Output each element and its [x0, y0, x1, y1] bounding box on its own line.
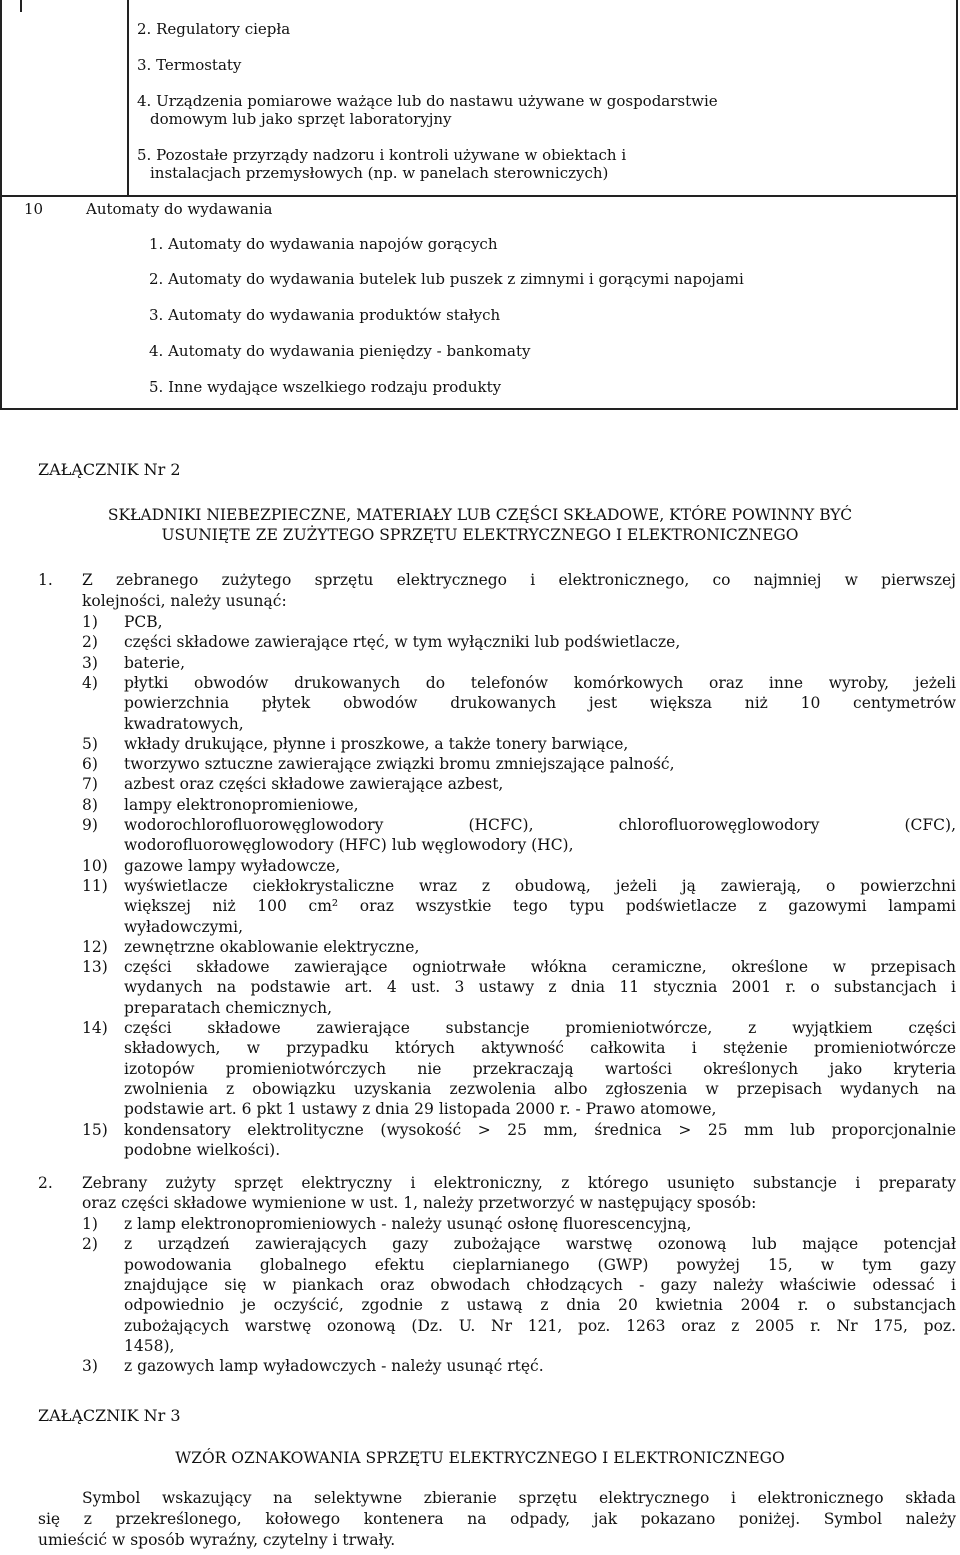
table-row: 1. Automaty do wydawania napojów gorących	[149, 235, 498, 253]
list-item-text: znajdujące się w piankach oraz obwodach chłodzących - gazy należy właściwie odessać i	[124, 1275, 956, 1294]
category-label: Automaty do wydawania	[86, 200, 273, 218]
list-item-text: wydanych na podstawie art. 4 ust. 3 ustawy z dnia 11 stycznia 2001 r. o substancjach i	[124, 978, 956, 997]
list-item-number: 15)	[82, 1120, 108, 1139]
list-item-number: 5)	[82, 734, 98, 753]
list-item-number: 14)	[82, 1019, 108, 1037]
paragraph-number: 1.	[38, 571, 53, 589]
list-item-number: 1)	[82, 613, 98, 631]
list-item-number: 2)	[82, 633, 98, 652]
list-item-text: kondensatory elektrolityczne (wysokość > 25 mm, średnica > 25 mm lub proporcjonalnie	[124, 1120, 956, 1139]
list-item-text: podobne wielkości).	[124, 1140, 281, 1159]
table-row: 3. Termostaty	[137, 56, 242, 74]
annex2-title-line1: SKŁADNIKI NIEBEZPIECZNE, MATERIAŁY LUB CZĘŚCI SKŁADOWE, KTÓRE POWINNY BYĆ	[107, 506, 853, 524]
list-item-number: 7)	[82, 775, 98, 794]
paragraph-text: Symbol wskazujący na selektywne zbieranie sprzętu elektrycznego i elektronicznego składa	[82, 1489, 956, 1507]
table-row: 5. Pozostałe przyrządy nadzoru i kontroli używane w obiektach i	[137, 146, 627, 164]
table-divider	[20, 0, 22, 12]
list-item-text: wyświetlacze ciekłokrystaliczne wraz z obudową, jeżeli ją zawierają, o powierzchni	[124, 876, 956, 895]
list-item-text: lampy elektronopromieniowe,	[124, 795, 359, 814]
equipment-table	[0, 0, 958, 410]
table-row: 4. Automaty do wydawania pieniędzy - bankomaty	[149, 342, 531, 360]
list-item-number: 8)	[82, 795, 98, 814]
list-item-number: 12)	[82, 937, 108, 956]
list-item-text: powierzchnia płytek obwodów drukowanych jest większa niż 10 centymetrów	[124, 694, 956, 713]
table-row: 5. Inne wydające wszelkiego rodzaju produkty	[149, 378, 502, 396]
list-item-text: powodowania globalnego efektu cieplarnianego (GWP) powyżej 15, w tym gazy	[124, 1255, 956, 1274]
list-item-text: azbest oraz części składowe zawierające azbest,	[124, 775, 504, 794]
list-item-text: wyładowczymi,	[124, 917, 243, 936]
list-item-text: większej niż 100 cm² oraz wszystkie tego typu podświetlacze z gazowymi lampami	[124, 897, 956, 916]
list-item-text: baterie,	[124, 653, 186, 672]
paragraph-text: umieścić w sposób wyraźny, czytelny i trwały.	[38, 1531, 396, 1549]
list-item-text: zwolnienia z obowiązku uzyskania zezwolenia albo zgłoszenia w przepisach wydanych na	[124, 1079, 956, 1098]
paragraph-number: 2.	[38, 1174, 53, 1192]
annex3-heading: ZAŁĄCZNIK Nr 3	[38, 1406, 181, 1425]
list-item-text: 1458),	[124, 1336, 175, 1355]
list-item-number: 9)	[82, 816, 98, 834]
list-item-text: z lamp elektronopromieniowych - należy usunąć osłonę fluorescencyjną,	[124, 1215, 692, 1233]
paragraph-text: się z przekreślonego, kołowego kontenera na odpady, jak pokazano poniżej. Symbol należy	[38, 1510, 956, 1528]
list-item-number: 3)	[82, 653, 98, 672]
annex2-heading: ZAŁĄCZNIK Nr 2	[38, 460, 181, 479]
list-item-text: podstawie art. 6 pkt 1 ustawy z dnia 29 listopada 2000 r. - Prawo atomowe,	[124, 1100, 717, 1119]
list-item-text: wodorofluorowęglowodory (HFC) lub węglowodory (HC),	[124, 836, 574, 855]
annex2-title-line2: USUNIĘTE ZE ZUŻYTEGO SPRZĘTU ELEKTRYCZNEGO I ELEKTRONICZNEGO	[161, 526, 799, 544]
list-item-text: gazowe lampy wyładowcze,	[124, 856, 341, 875]
list-item-number: 2)	[82, 1235, 98, 1254]
list-item-number: 13)	[82, 958, 108, 977]
list-item-text: preparatach chemicznych,	[124, 998, 333, 1017]
list-item-text: z gazowych lamp wyładowczych - należy usunąć rtęć.	[124, 1357, 544, 1376]
list-item-number: 1)	[82, 1215, 98, 1233]
list-item-number: 11)	[82, 876, 108, 895]
list-item-text: części składowe zawierające substancje promieniotwórcze, z wyjątkiem części	[124, 1019, 956, 1037]
list-item-text: tworzywo sztuczne zawierające związki bromu zmniejszające palność,	[124, 755, 675, 774]
paragraph-text: kolejności, należy usunąć:	[82, 592, 287, 610]
table-row: 4. Urządzenia pomiarowe ważące lub do nastawu używane w gospodarstwie	[137, 92, 718, 110]
list-item-text: kwadratowych,	[124, 714, 244, 733]
list-item-text: PCB,	[124, 613, 163, 631]
paragraph-text: Z zebranego zużytego sprzętu elektrycznego i elektronicznego, co najmniej w pierwszej	[82, 571, 956, 589]
table-row: 2. Regulatory ciepła	[137, 20, 291, 38]
list-item-text: zewnętrzne okablowanie elektryczne,	[124, 937, 420, 956]
table-row: instalacjach przemysłowych (np. w panelach sterowniczych)	[150, 164, 609, 182]
table-divider	[127, 0, 129, 195]
list-item-text: wodorochlorofluorowęglowodory (HCFC), chlorofluorowęglowodory (CFC),	[124, 816, 956, 834]
list-item-number: 3)	[82, 1357, 98, 1376]
list-item-text: zubożających warstwę ozonową (Dz. U. Nr 121, poz. 1263 oraz z 2005 r. Nr 175, poz.	[124, 1316, 956, 1335]
list-item-text: odpowiednio je oczyścić, zgodnie z ustawą z dnia 20 kwietnia 2004 r. o substancjach	[124, 1296, 956, 1315]
list-item-text: części składowe zawierające ogniotrwałe włókna ceramiczne, określone w przepisach	[124, 958, 956, 977]
paragraph-text: Zebrany zużyty sprzęt elektryczny i elektroniczny, z którego usunięto substancje i preparaty	[82, 1174, 956, 1192]
list-item-number: 4)	[82, 673, 98, 692]
table-divider	[2, 195, 956, 197]
list-item-text: izotopów promieniotwórczych nie przekraczają wartości określonych jako kryteria	[124, 1059, 956, 1078]
list-item-text: z urządzeń zawierających gazy zubożające warstwę ozonową lub mające potencjał	[124, 1235, 956, 1254]
table-row: 2. Automaty do wydawania butelek lub puszek z zimnymi i gorącymi napojami	[149, 270, 744, 288]
category-number: 10	[24, 200, 44, 218]
list-item-number: 6)	[82, 755, 98, 774]
list-item-number: 10)	[82, 856, 108, 875]
list-item-text: wkłady drukujące, płynne i proszkowe, a także tonery barwiące,	[124, 734, 629, 753]
list-item-text: części składowe zawierające rtęć, w tym wyłączniki lub podświetlacze,	[124, 633, 681, 652]
table-row: domowym lub jako sprzęt laboratoryjny	[150, 110, 452, 128]
paragraph-text: oraz części składowe wymienione w ust. 1, należy przetworzyć w następujący sposób:	[82, 1194, 757, 1212]
list-item-text: płytki obwodów drukowanych do telefonów komórkowych oraz inne wyroby, jeżeli	[124, 673, 956, 692]
annex3-title: WZÓR OZNAKOWANIA SPRZĘTU ELEKTRYCZNEGO I ELEKTRONICZNEGO	[175, 1449, 785, 1467]
list-item-text: składowych, w przypadku których aktywność całkowita i stężenie promieniotwórcze	[124, 1039, 956, 1058]
table-row: 3. Automaty do wydawania produktów stałych	[149, 306, 501, 324]
